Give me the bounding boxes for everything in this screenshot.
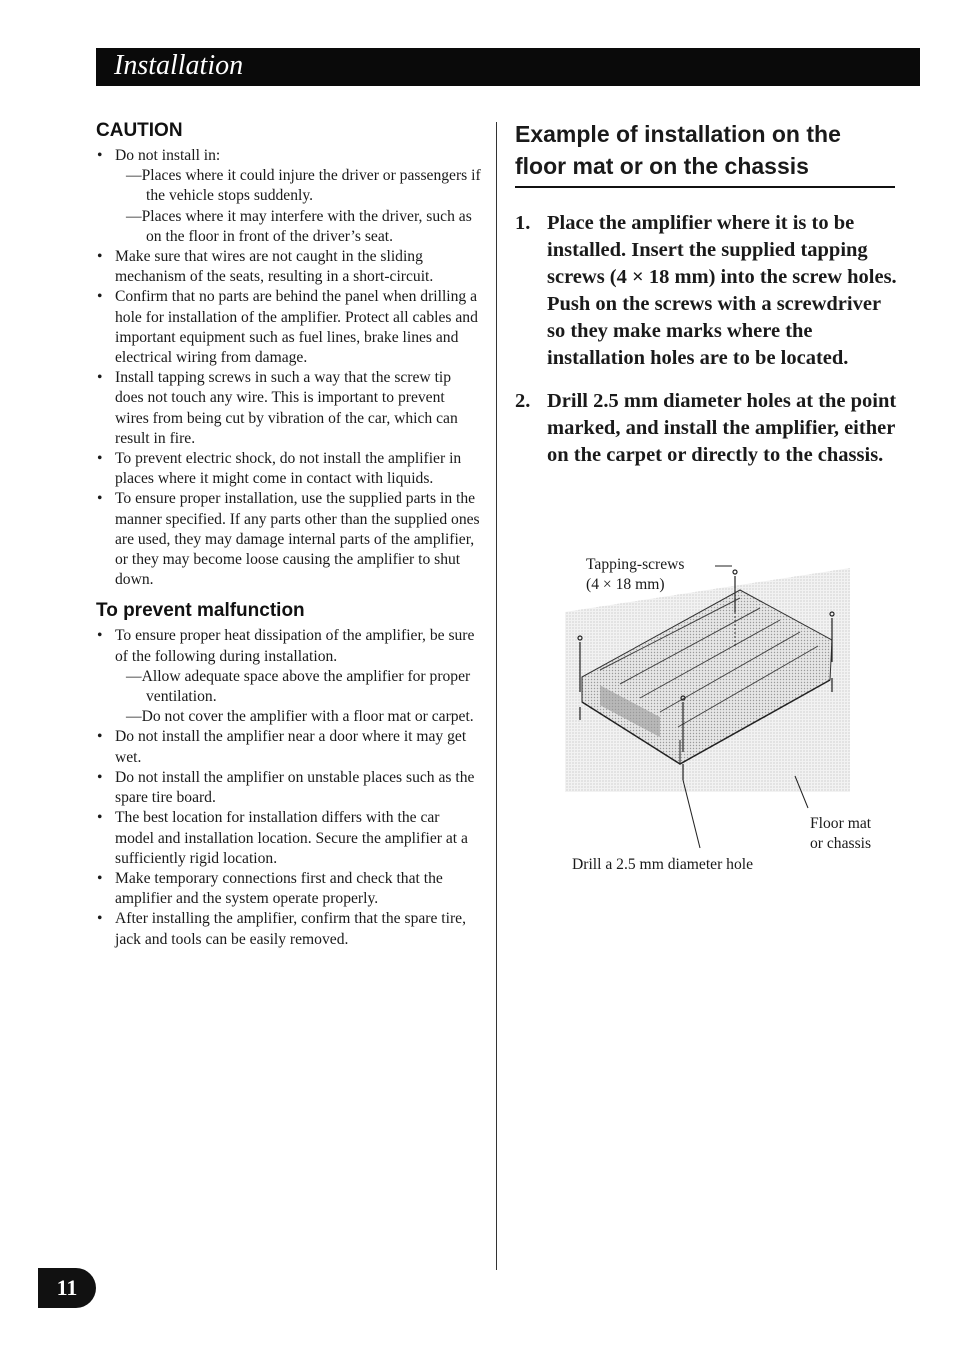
- right-column: [515, 118, 900, 485]
- header-bar: [96, 48, 920, 86]
- list-item-text: Do not install in:: [115, 147, 221, 164]
- malfunction-heading: To prevent malfunction: [96, 600, 305, 622]
- step-item: [515, 388, 900, 469]
- step-text: Place the amplifier where it is to be installed. Insert the supplied tapping screws (4 × 18 mm) into the screw holes. Push on the screws with a screwdriver so they make marks where the installation holes are to be located.: [547, 212, 897, 369]
- left-column: [96, 120, 482, 950]
- label-screws: Tapping-screws: [586, 556, 685, 573]
- step-number: 2.: [515, 390, 531, 412]
- list-item: • The best location for installation differs with the car model and installation location. Secure the amplifier at a sufficiently rigid location.: [96, 808, 482, 869]
- list-item: • Do not install the amplifier near a door where it may get wet.: [96, 727, 482, 767]
- list-item: • Install tapping screws in such a way that the screw tip does not touch any wire. This is important to prevent wires from being cut by vibration of the car, which can result in fire.: [96, 368, 482, 449]
- example-heading: Example of installation on the floor mat or on the chassis: [515, 118, 895, 188]
- list-item: • To prevent electric shock, do not install the amplifier in places where it might come in contact with liquids.: [96, 449, 482, 489]
- list-item: • To ensure proper installation, use the supplied parts in the manner specified. If any parts other than the supplied ones are used, they may damage internal parts of the amplifier, or they may become loose causing the amplifier to shut down.: [96, 489, 482, 590]
- list-subitem: —Places where it could injure the driver or passengers if the vehicle stops suddenly.: [126, 167, 481, 205]
- steps-list: [515, 210, 900, 469]
- step-number: 1.: [515, 212, 531, 234]
- list-item: • Make temporary connections first and check that the amplifier and the system operate properly.: [96, 869, 482, 909]
- label-floor-2: or chassis: [810, 835, 872, 852]
- list-item: • Confirm that no parts are behind the panel when drilling a hole for installation of the amplifier. Protect all cables and important equipment such as fuel lines, brake lines and electrical wiring from damage.: [96, 287, 482, 368]
- page-title: Installation: [114, 50, 244, 81]
- list-item: • After installing the amplifier, confirm that the spare tire, jack and tools can be easily removed.: [96, 909, 482, 949]
- list-subitem: —Allow adequate space above the amplifier for proper ventilation.: [126, 667, 471, 706]
- malfunction-list: [96, 626, 482, 949]
- caution-heading: CAUTION: [96, 120, 183, 141]
- label-drill: Drill a 2.5 mm diameter hole: [572, 856, 754, 873]
- caution-list: [96, 146, 482, 590]
- step-item: [515, 210, 900, 372]
- label-screws-size: (4 × 18 mm): [586, 576, 665, 593]
- list-subitem: —Do not cover the amplifier with a floor mat or carpet.: [126, 708, 474, 726]
- step-text: Drill 2.5 mm diameter holes at the point marked, and install the amplifier, either on the carpet or directly to the chassis.: [547, 390, 897, 466]
- list-item: [96, 626, 482, 727]
- label-floor: Floor mat: [810, 815, 872, 832]
- list-item: • Make sure that wires are not caught in the sliding mechanism of the seats, resulting in a short-circuit.: [96, 247, 482, 287]
- installation-figure: [560, 552, 900, 882]
- list-subitem: —Places where it may interfere with the driver, such as on the floor in front of the driver’s seat.: [126, 207, 472, 245]
- list-item: [96, 146, 482, 247]
- page-number: 11: [38, 1268, 96, 1308]
- list-item-text: To ensure proper heat dissipation of the amplifier, be sure of the following during installation.: [115, 627, 475, 665]
- column-divider: [496, 122, 497, 1270]
- list-item: • Do not install the amplifier on unstable places such as the spare tire board.: [96, 768, 482, 808]
